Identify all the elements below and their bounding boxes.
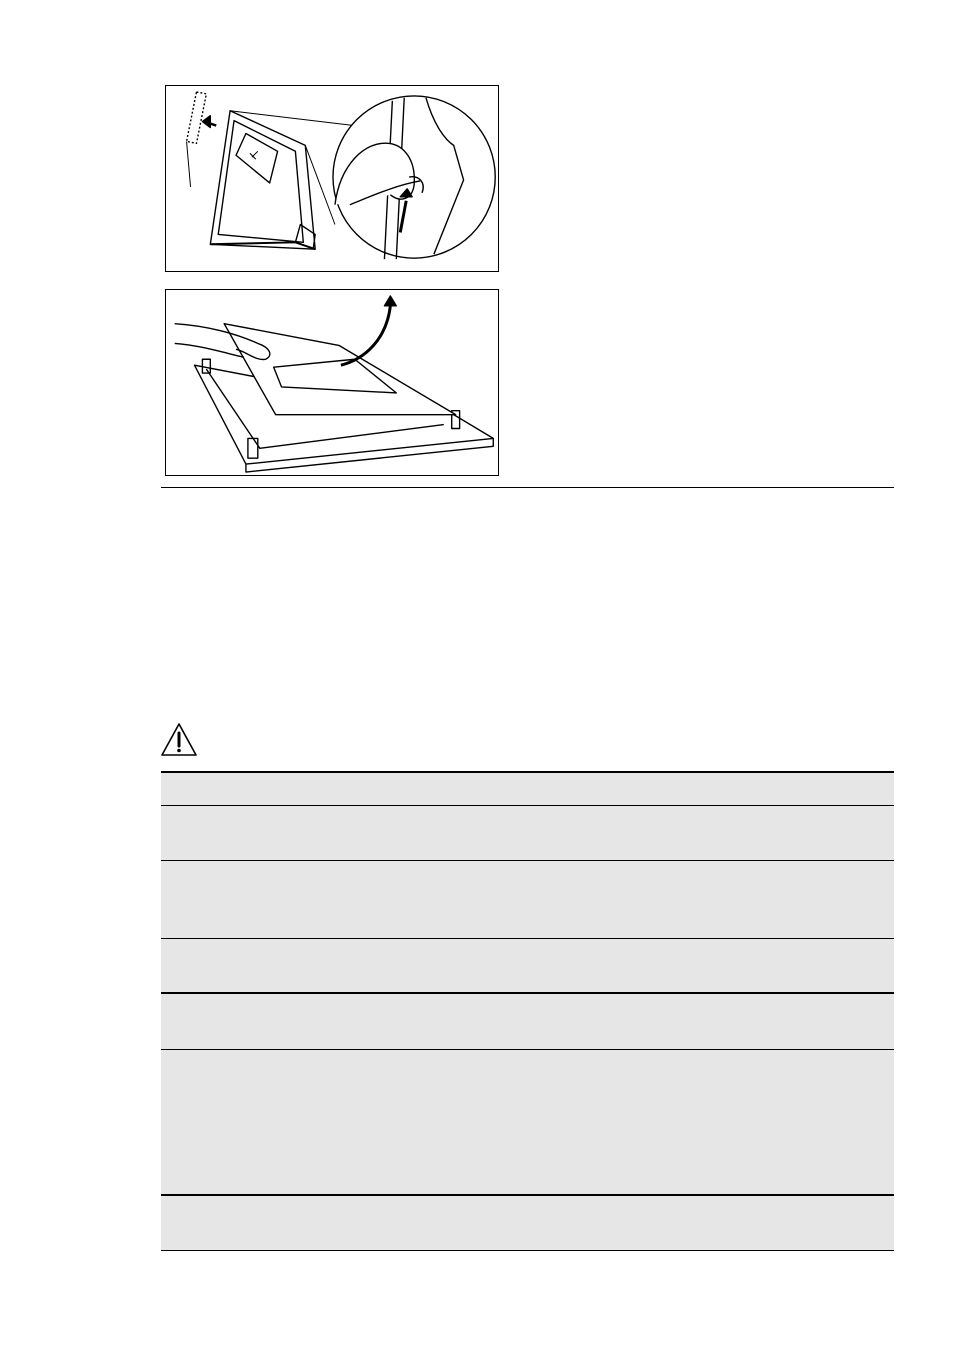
- warning-triangle-icon: [160, 722, 198, 758]
- table-row: [161, 1050, 894, 1196]
- table-row: [161, 861, 894, 939]
- table-row: [161, 939, 894, 994]
- figure-glass-lift-out: [165, 289, 499, 476]
- table-row: [161, 1196, 894, 1251]
- table-row: [161, 806, 894, 861]
- door-glass-panel-removal-icon: [166, 86, 498, 271]
- table-row: [161, 994, 894, 1050]
- info-table: [161, 771, 894, 1251]
- figure-glass-panel-removal: [165, 85, 499, 272]
- section-divider: [161, 487, 894, 488]
- table-header-row: [161, 773, 894, 806]
- door-glass-lift-out-icon: [166, 290, 498, 475]
